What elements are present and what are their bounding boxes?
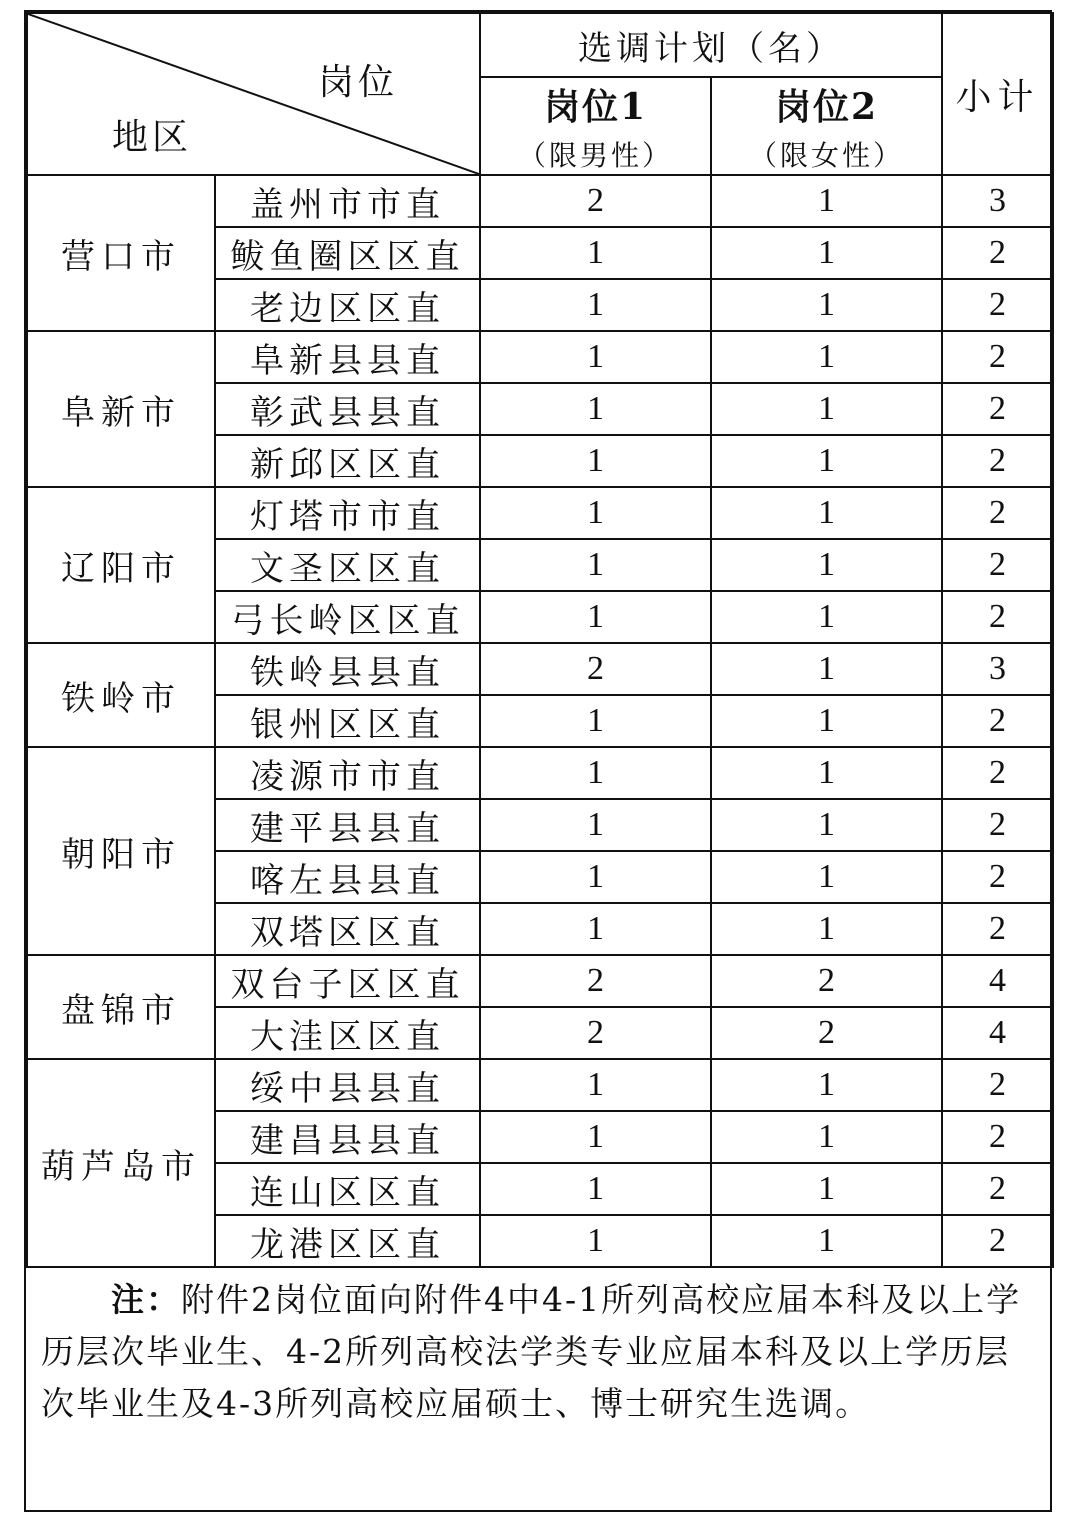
footnote-text: 附件2岗位面向附件4中4-1所列高校应届本科及以上学历层次毕业生、4-2所列高校法学类专业应届本科及以上学历层次毕业生及4-3所列高校应届硕士、博士研究生选调。 bbox=[41, 1280, 1022, 1423]
position-2-count: 1 bbox=[711, 591, 942, 643]
position-1-count: 1 bbox=[480, 851, 711, 903]
region-name: 辽阳市 bbox=[27, 487, 215, 643]
position-2-count: 1 bbox=[711, 227, 942, 279]
allocation-table bbox=[26, 12, 1054, 1440]
header-diagonal-cell bbox=[27, 13, 480, 175]
position-1-restriction: （限男性） bbox=[517, 138, 673, 172]
unit-name: 铁岭县县直 bbox=[215, 643, 480, 695]
position-2-count: 1 bbox=[711, 331, 942, 383]
position-2-count: 2 bbox=[711, 1007, 942, 1059]
position-1-count: 2 bbox=[480, 643, 711, 695]
subtotal-count: 2 bbox=[942, 1215, 1053, 1267]
position-2-count: 1 bbox=[711, 1111, 942, 1163]
position-1-count: 1 bbox=[480, 591, 711, 643]
header-position-1 bbox=[480, 77, 711, 175]
position-2-restriction: （限女性） bbox=[748, 138, 904, 172]
subtotal-count: 2 bbox=[942, 1163, 1053, 1215]
position-2-count: 1 bbox=[711, 903, 942, 955]
unit-name: 双台子区区直 bbox=[215, 955, 480, 1007]
unit-name: 建平县县直 bbox=[215, 799, 480, 851]
position-2-count: 1 bbox=[711, 435, 942, 487]
subtotal-count: 2 bbox=[942, 227, 1053, 279]
unit-name: 弓长岭区区直 bbox=[215, 591, 480, 643]
region-name: 葫芦岛市 bbox=[27, 1059, 215, 1267]
position-2-count: 1 bbox=[711, 487, 942, 539]
unit-name: 鲅鱼圈区区直 bbox=[215, 227, 480, 279]
position-2-count: 1 bbox=[711, 279, 942, 331]
unit-name: 灯塔市市直 bbox=[215, 487, 480, 539]
position-1-count: 1 bbox=[480, 331, 711, 383]
position-2-count: 1 bbox=[711, 1163, 942, 1215]
position-1-title: 岗位1 bbox=[543, 85, 648, 128]
position-2-count: 1 bbox=[711, 851, 942, 903]
position-1-count: 1 bbox=[480, 487, 711, 539]
position-2-count: 1 bbox=[711, 643, 942, 695]
header-post-label: 岗位 bbox=[318, 62, 399, 103]
header-position-2 bbox=[711, 77, 942, 175]
position-2-count: 1 bbox=[711, 799, 942, 851]
diagonal-line bbox=[28, 14, 479, 174]
table-row bbox=[27, 331, 1053, 383]
position-2-count: 1 bbox=[711, 695, 942, 747]
subtotal-count: 4 bbox=[942, 1007, 1053, 1059]
table-row bbox=[27, 175, 1053, 227]
subtotal-count: 2 bbox=[942, 695, 1053, 747]
unit-name: 新邱区区直 bbox=[215, 435, 480, 487]
position-2-count: 1 bbox=[711, 747, 942, 799]
subtotal-count: 2 bbox=[942, 435, 1053, 487]
region-name: 营口市 bbox=[27, 175, 215, 331]
subtotal-count: 2 bbox=[942, 591, 1053, 643]
position-2-count: 1 bbox=[711, 539, 942, 591]
position-1-count: 1 bbox=[480, 383, 711, 435]
unit-name: 银州区区直 bbox=[215, 695, 480, 747]
position-2-title: 岗位2 bbox=[774, 85, 879, 128]
unit-name: 彰武县县直 bbox=[215, 383, 480, 435]
table-body bbox=[27, 175, 1053, 1267]
table-row bbox=[27, 1059, 1053, 1111]
position-2-count: 1 bbox=[711, 175, 942, 227]
position-1-count: 1 bbox=[480, 799, 711, 851]
position-1-count: 2 bbox=[480, 175, 711, 227]
subtotal-count: 2 bbox=[942, 747, 1053, 799]
unit-name: 喀左县县直 bbox=[215, 851, 480, 903]
subtotal-count: 2 bbox=[942, 383, 1053, 435]
position-2-count: 1 bbox=[711, 1059, 942, 1111]
position-2-count: 2 bbox=[711, 955, 942, 1007]
allocation-table-sheet bbox=[24, 10, 1052, 1512]
position-1-count: 1 bbox=[480, 435, 711, 487]
region-name: 阜新市 bbox=[27, 331, 215, 487]
position-1-count: 2 bbox=[480, 1007, 711, 1059]
header-plan: 选调计划（名） bbox=[480, 13, 942, 77]
position-1-count: 1 bbox=[480, 747, 711, 799]
unit-name: 凌源市市直 bbox=[215, 747, 480, 799]
position-1-count: 1 bbox=[480, 539, 711, 591]
header-region-label: 地区 bbox=[112, 117, 193, 158]
subtotal-count: 2 bbox=[942, 487, 1053, 539]
position-1-count: 2 bbox=[480, 955, 711, 1007]
unit-name: 阜新县县直 bbox=[215, 331, 480, 383]
subtotal-count: 2 bbox=[942, 539, 1053, 591]
position-1-count: 1 bbox=[480, 1215, 711, 1267]
subtotal-count: 2 bbox=[942, 851, 1053, 903]
table-row bbox=[27, 747, 1053, 799]
subtotal-count: 4 bbox=[942, 955, 1053, 1007]
unit-name: 建昌县县直 bbox=[215, 1111, 480, 1163]
subtotal-count: 2 bbox=[942, 903, 1053, 955]
position-2-count: 1 bbox=[711, 1215, 942, 1267]
unit-name: 文圣区区直 bbox=[215, 539, 480, 591]
footnote-label: 注： bbox=[111, 1280, 181, 1319]
subtotal-count: 2 bbox=[942, 1111, 1053, 1163]
position-1-count: 1 bbox=[480, 279, 711, 331]
table-row bbox=[27, 955, 1053, 1007]
position-1-count: 1 bbox=[480, 695, 711, 747]
table-row bbox=[27, 487, 1053, 539]
unit-name: 双塔区区直 bbox=[215, 903, 480, 955]
unit-name: 绥中县县直 bbox=[215, 1059, 480, 1111]
position-1-count: 1 bbox=[480, 903, 711, 955]
subtotal-count: 2 bbox=[942, 1059, 1053, 1111]
position-1-count: 1 bbox=[480, 1163, 711, 1215]
region-name: 铁岭市 bbox=[27, 643, 215, 747]
footnote bbox=[27, 1267, 1053, 1440]
subtotal-count: 2 bbox=[942, 331, 1053, 383]
unit-name: 连山区区直 bbox=[215, 1163, 480, 1215]
subtotal-count: 2 bbox=[942, 279, 1053, 331]
header-subtotal: 小计 bbox=[942, 13, 1053, 175]
unit-name: 大洼区区直 bbox=[215, 1007, 480, 1059]
position-2-count: 1 bbox=[711, 383, 942, 435]
position-1-count: 1 bbox=[480, 227, 711, 279]
subtotal-count: 3 bbox=[942, 175, 1053, 227]
position-1-count: 1 bbox=[480, 1111, 711, 1163]
unit-name: 龙港区区直 bbox=[215, 1215, 480, 1267]
unit-name: 盖州市市直 bbox=[215, 175, 480, 227]
subtotal-count: 3 bbox=[942, 643, 1053, 695]
unit-name: 老边区区直 bbox=[215, 279, 480, 331]
table-row bbox=[27, 643, 1053, 695]
subtotal-count: 2 bbox=[942, 799, 1053, 851]
region-name: 朝阳市 bbox=[27, 747, 215, 955]
position-1-count: 1 bbox=[480, 1059, 711, 1111]
region-name: 盘锦市 bbox=[27, 955, 215, 1059]
